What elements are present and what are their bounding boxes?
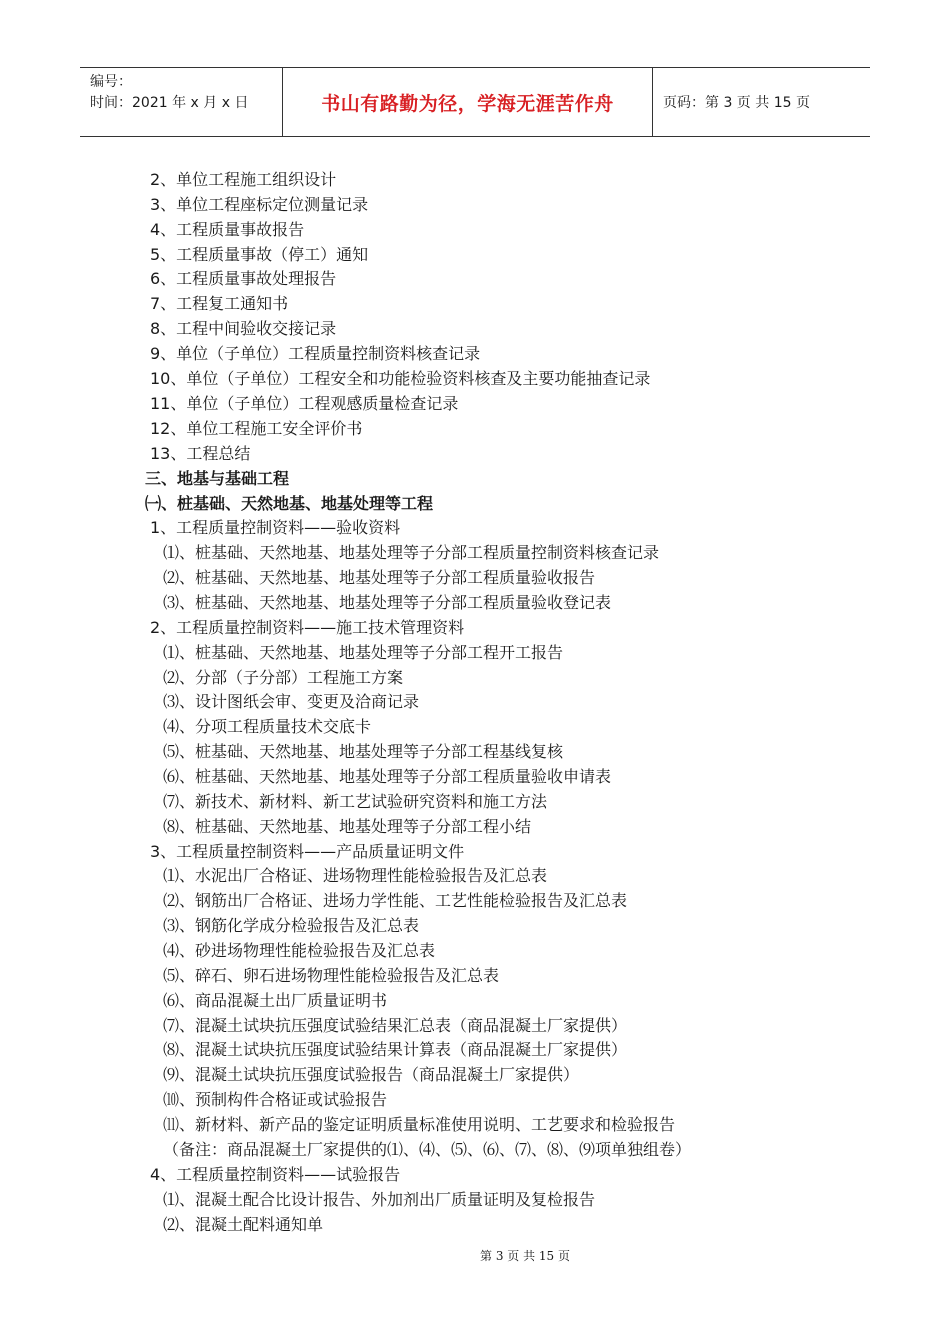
list-subitem: ⑵、桩基础、天然地基、地基处理等子分部工程质量验收报告 <box>163 568 596 587</box>
list-item: 2、单位工程施工组织设计 <box>150 170 337 189</box>
list-item: 8、工程中间验收交接记录 <box>150 319 337 338</box>
list-subitem: ⑶、钢筋化学成分检验报告及汇总表 <box>163 916 420 935</box>
list-item: 4、工程质量事故报告 <box>150 220 305 239</box>
list-subitem: ⑴、混凝土配合比设计报告、外加剂出厂质量证明及复检报告 <box>163 1190 596 1209</box>
list-subitem: ⑾、新材料、新产品的鉴定证明质量标准使用说明、工艺要求和检验报告 <box>163 1115 676 1134</box>
list-item: 3、工程质量控制资料——产品质量证明文件 <box>150 842 465 861</box>
list-subitem: ⑺、混凝土试块抗压强度试验结果汇总表（商品混凝土厂家提供） <box>163 1016 628 1035</box>
list-item: 5、工程质量事故（停工）通知 <box>150 245 369 264</box>
list-subitem: ⑸、碎石、卵石进场物理性能检验报告及汇总表 <box>163 966 500 985</box>
list-item: 2、工程质量控制资料——施工技术管理资料 <box>150 618 465 637</box>
number-label: 编号： <box>90 74 132 90</box>
subsection-heading: ㈠、桩基础、天然地基、地基处理等工程 <box>145 494 434 513</box>
list-subitem: ⑴、桩基础、天然地基、地基处理等子分部工程开工报告 <box>163 643 564 662</box>
list-item: 9、单位（子单位）工程质量控制资料核查记录 <box>150 344 481 363</box>
note: （备注：商品混凝土厂家提供的⑴、⑷、⑸、⑹、⑺、⑻、⑼项单独组卷） <box>163 1140 692 1159</box>
motto: 书山有路勤为径，学海无涯苦作舟 <box>321 92 614 115</box>
page-label: 页码：第 3 页 共 15 页 <box>663 95 810 111</box>
list-subitem: ⑹、商品混凝土出厂质量证明书 <box>163 991 388 1010</box>
list-item: 4、工程质量控制资料——试验报告 <box>150 1165 401 1184</box>
list-subitem: ⑵、钢筋出厂合格证、进场力学性能、工艺性能检验报告及汇总表 <box>163 891 628 910</box>
header-right-cell <box>653 68 870 136</box>
header-motto-cell <box>283 68 653 136</box>
list-item: 7、工程复工通知书 <box>150 294 289 313</box>
list-subitem: ⑴、桩基础、天然地基、地基处理等子分部工程质量控制资料核查记录 <box>163 543 660 562</box>
list-item: 11、单位（子单位）工程观感质量检查记录 <box>150 394 459 413</box>
list-subitem: ⑶、桩基础、天然地基、地基处理等子分部工程质量验收登记表 <box>163 593 612 612</box>
list-subitem: ⑸、桩基础、天然地基、地基处理等子分部工程基线复核 <box>163 742 564 761</box>
list-item: 10、单位（子单位）工程安全和功能检验资料核查及主要功能抽查记录 <box>150 369 651 388</box>
list-subitem: ⑺、新技术、新材料、新工艺试验研究资料和施工方法 <box>163 792 548 811</box>
page-footer: 第 3 页 共 15 页 <box>480 1249 570 1263</box>
list-subitem: ⑹、桩基础、天然地基、地基处理等子分部工程质量验收申请表 <box>163 767 612 786</box>
list-subitem: ⑵、分部（子分部）工程施工方案 <box>163 668 404 687</box>
list-subitem: ⑶、设计图纸会审、变更及洽商记录 <box>163 692 420 711</box>
list-subitem: ⑼、混凝土试块抗压强度试验报告（商品混凝土厂家提供） <box>163 1065 580 1084</box>
list-item: 12、单位工程施工安全评价书 <box>150 419 363 438</box>
list-subitem: ⑷、分项工程质量技术交底卡 <box>163 717 372 736</box>
list-item: 13、工程总结 <box>150 444 251 463</box>
section-heading: 三、地基与基础工程 <box>145 469 290 488</box>
list-item: 6、工程质量事故处理报告 <box>150 269 337 288</box>
list-item: 3、单位工程座标定位测量记录 <box>150 195 369 214</box>
list-subitem: ⑽、预制构件合格证或试验报告 <box>163 1090 388 1109</box>
page-header <box>80 67 870 137</box>
list-subitem: ⑵、混凝土配料通知单 <box>163 1215 324 1234</box>
time-label: 时间：2021 年 x 月 x 日 <box>90 95 249 111</box>
list-subitem: ⑻、桩基础、天然地基、地基处理等子分部工程小结 <box>163 817 532 836</box>
list-subitem: ⑷、砂进场物理性能检验报告及汇总表 <box>163 941 436 960</box>
list-item: 1、工程质量控制资料——验收资料 <box>150 518 401 537</box>
header-left-cell <box>80 68 283 136</box>
list-subitem: ⑴、水泥出厂合格证、进场物理性能检验报告及汇总表 <box>163 866 548 885</box>
list-subitem: ⑻、混凝土试块抗压强度试验结果计算表（商品混凝土厂家提供） <box>163 1040 628 1059</box>
